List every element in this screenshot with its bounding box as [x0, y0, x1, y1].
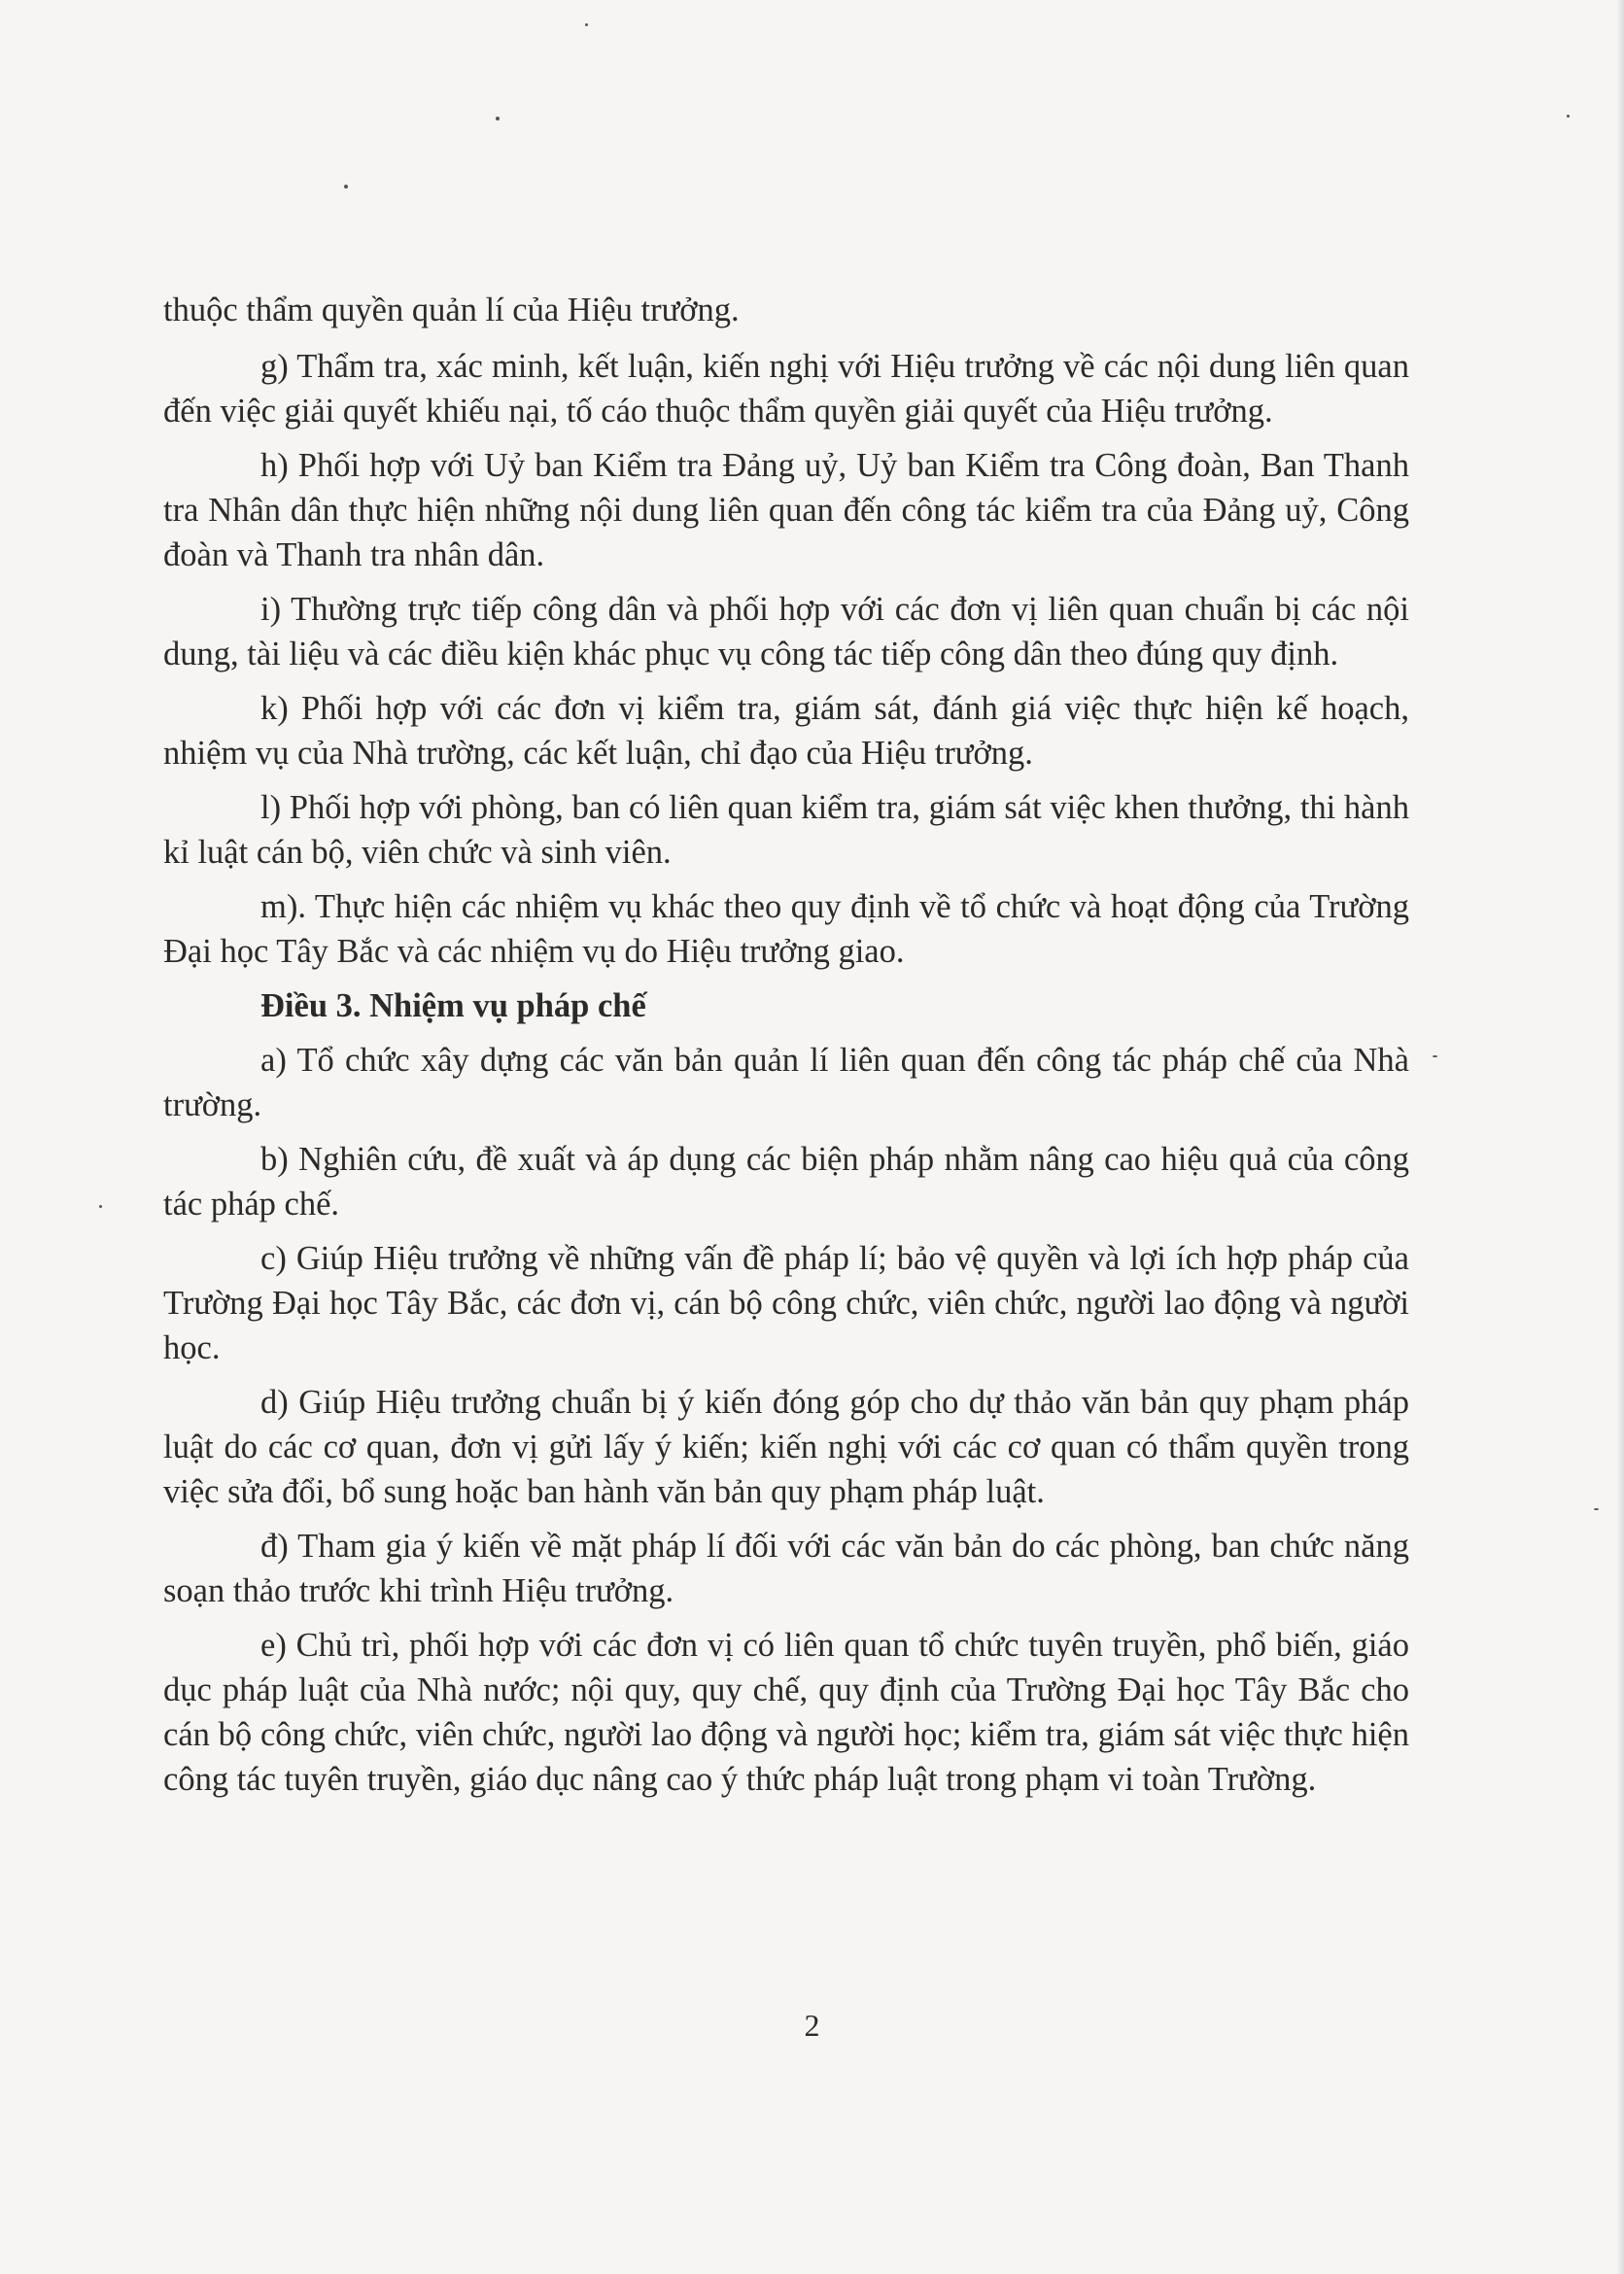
scan-speck — [1567, 115, 1570, 118]
article-3-heading: Điều 3. Nhiệm vụ pháp chế — [260, 987, 646, 1024]
article-3-item-e: e) Chủ trì, phối hợp với các đơn vị có liên quan tổ chức tuyên truyền, phổ biến, giáo dục pháp luật của Nhà nước; nội quy, quy chế, quy định của Trường Đại học Tây Bắc cho cán bộ công chức, viên chức, người lao động và người học; kiểm tra, giám sát việc thực hiện công tác tuyên truyền, giáo dục nâng cao ý thức pháp luật trong phạm vi toàn Trường. — [163, 1627, 1409, 1798]
scan-speck — [99, 1205, 102, 1208]
scan-speck — [344, 185, 348, 189]
paragraph-continuation: thuộc thẩm quyền quản lí của Hiệu trưởng. — [163, 292, 740, 328]
paragraph-m: m). Thực hiện các nhiệm vụ khác theo quy định về tổ chức và hoạt động của Trường Đại học Tây Bắc và các nhiệm vụ do Hiệu trưởng giao. — [163, 888, 1409, 970]
scan-speck — [1433, 1055, 1437, 1057]
paragraph-k: k) Phối hợp với các đơn vị kiểm tra, giám sát, đánh giá việc thực hiện kế hoạch, nhiệm vụ của Nhà trường, các kết luận, chỉ đạo của Hiệu trưởng. — [163, 690, 1409, 772]
article-3-item-c: c) Giúp Hiệu trưởng về những vấn đề pháp lí; bảo vệ quyền và lợi ích hợp pháp của Trường Đại học Tây Bắc, các đơn vị, cán bộ công chức, viên chức, người lao động và người học. — [163, 1240, 1409, 1366]
article-3-item-b: b) Nghiên cứu, đề xuất và áp dụng các biện pháp nhằm nâng cao hiệu quả của công tác pháp chế. — [163, 1141, 1409, 1223]
paragraph-i: i) Thường trực tiếp công dân và phối hợp với các đơn vị liên quan chuẩn bị các nội dung, tài liệu và các điều kiện khác phục vụ công tác tiếp công dân theo đúng quy định. — [163, 591, 1409, 672]
scan-speck — [496, 117, 500, 121]
page-number: 2 — [804, 2008, 820, 2043]
paragraph-g: g) Thẩm tra, xác minh, kết luận, kiến nghị với Hiệu trưởng về các nội dung liên quan đến việc giải quyết khiếu nại, tố cáo thuộc thẩm quyền giải quyết của Hiệu trưởng. — [163, 348, 1409, 430]
article-3-item-d: d) Giúp Hiệu trưởng chuẩn bị ý kiến đóng góp cho dự thảo văn bản quy phạm pháp luật do các cơ quan, đơn vị gửi lấy ý kiến; kiến nghị với các cơ quan có thẩm quyền trong việc sửa đổi, bổ sung hoặc ban hành văn bản quy phạm pháp luật. — [163, 1384, 1409, 1510]
article-3-item-a: a) Tổ chức xây dựng các văn bản quản lí liên quan đến công tác pháp chế của Nhà trường. — [163, 1042, 1409, 1123]
paragraph-h: h) Phối hợp với Uỷ ban Kiểm tra Đảng uỷ, Uỷ ban Kiểm tra Công đoàn, Ban Thanh tra Nhân dân thực hiện những nội dung liên quan đến công tác kiểm tra của Đảng uỷ, Công đoàn và Thanh tra nhân dân. — [163, 447, 1409, 573]
article-3-item-dd: đ) Tham gia ý kiến về mặt pháp lí đối với các văn bản do các phòng, ban chức năng soạn thảo trước khi trình Hiệu trưởng. — [163, 1528, 1409, 1609]
scan-speck — [1594, 1508, 1599, 1510]
scan-speck — [585, 23, 588, 26]
document-body — [163, 288, 1409, 1811]
page-edge-shadow — [1616, 0, 1624, 2274]
paragraph-l: l) Phối hợp với phòng, ban có liên quan kiểm tra, giám sát việc khen thưởng, thi hành kỉ luật cán bộ, viên chức và sinh viên. — [163, 789, 1409, 871]
